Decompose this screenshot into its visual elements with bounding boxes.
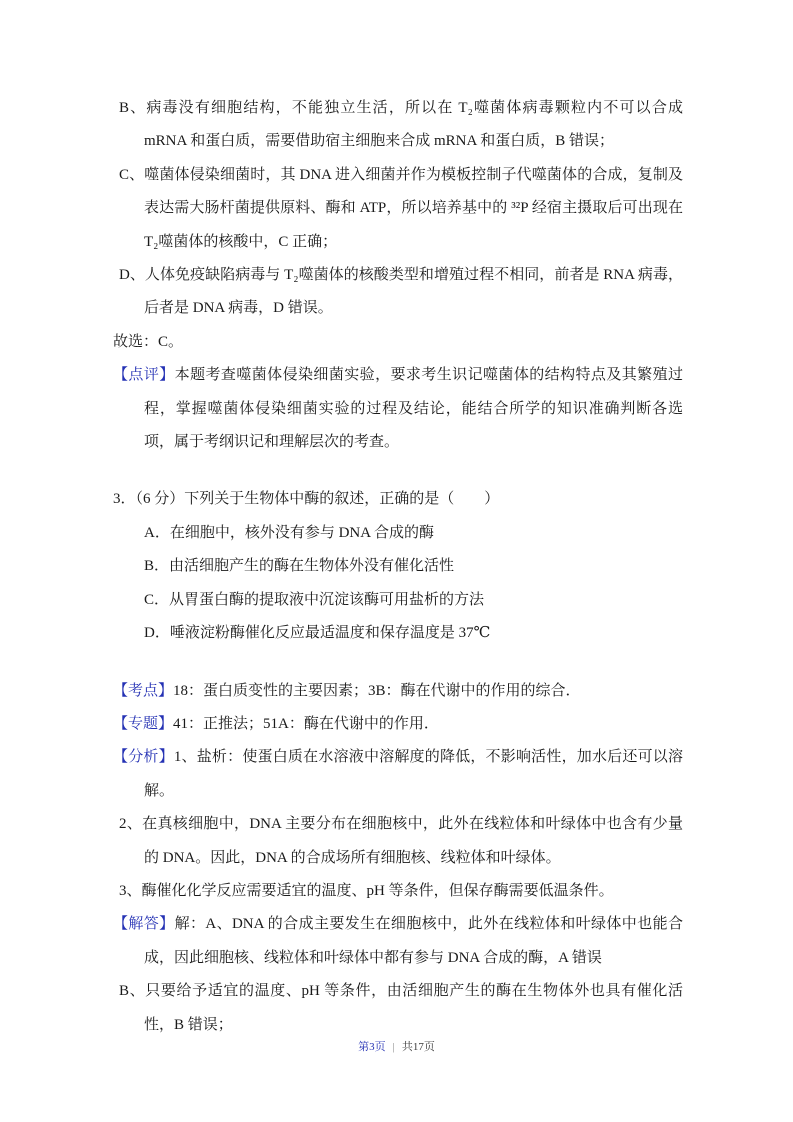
question-3-option-a: A．在细胞中，核外没有参与 DNA 合成的酶 [144,524,435,541]
solution-point-b: B、只要给予适宜的温度、pH 等条件，由活细胞产生的酶在生物体外也具有催化活性，B 错误； [119,983,683,1033]
analysis-point-2: 2、在真核细胞中，DNA 主要分布在细胞核中，此外在线粒体和叶绿体中也含有少量的 DNA。因此，DNA 的合成场所有细胞核、线粒体和叶绿体。 [119,816,683,866]
solution-text: 解：A、DNA 的合成主要发生在细胞核中，此外在线粒体和叶绿体中也能合成，因此细胞核、线粒体和叶绿体中都有参与 DNA 合成的酶，A 错误 [144,916,683,966]
page-total: 共17页 [401,1041,435,1053]
topic-text: 41：正推法；51A：酶在代谢中的作用． [173,715,439,732]
footer-separator: | [392,1041,395,1053]
question-3-option-d: D．唾液淀粉酶催化反应最适温度和保存温度是 37℃ [144,625,491,642]
comment-text: 本题考查噬菌体侵染细菌实验，要求考生识记噬菌体的结构特点及其繁殖过程，掌握噬菌体侵染细菌实验的过程及结论，能结合所学的知识准确判断各选项，属于考纲识记和理解层次的考查。 [144,367,683,451]
question-3: 3．（6 分）下列关于生物体中酶的叙述，正确的是（ ） [113,491,500,508]
analysis-point-3: 3、酶催化化学反应需要适宜的温度、pH 等条件，但保存酶需要低温条件。 [119,882,614,899]
analysis-text: 1、盐析：使蛋白质在水溶液中溶解度的降低，不影响活性，加水后还可以溶解。 [144,749,683,799]
topic-paragraph [113,708,683,741]
answer-point-b: B、病毒没有细胞结构，不能独立生活，所以在 T₂噬菌体病毒颗粒内不可以合成 mRNA 和蛋白质，需要借助宿主细胞来合成 mRNA 和蛋白质，B 错误； [119,100,683,150]
analysis-paragraph [113,741,683,808]
exam-points-tag: 【考点】 [113,682,174,699]
page-number: 第3页 [358,1041,386,1053]
comment-tag: 【点评】 [113,367,175,384]
exam-points-text: 18：蛋白质变性的主要因素；3B：酶在代谢中的作用的综合． [173,682,581,699]
question-3-option-b: B．由活细胞产生的酶在生物体外没有催化活性 [144,558,455,575]
solution-tag: 【解答】 [113,916,175,933]
answer-point-d: D、人体免疫缺陷病毒与 T₂噬菌体的核酸类型和增殖过程不相同，前者是 RNA 病毒，后者是 DNA 病毒，D 错误。 [119,267,683,317]
topic-tag: 【专题】 [113,715,174,732]
conclusion-line: 故选：C。 [113,333,184,350]
solution-paragraph [113,908,683,975]
comment-paragraph [113,359,683,459]
question-3-option-c: C．从胃蛋白酶的提取液中沉淀该酶可用盐析的方法 [144,591,485,608]
page-footer [0,1038,793,1054]
exam-points-paragraph [113,675,683,708]
analysis-tag: 【分析】 [113,749,174,766]
answer-point-c: C、噬菌体侵染细菌时，其 DNA 进入细菌并作为模板控制子代噬菌体的合成，复制及表达需大肠杆菌提供原料、酶和 ATP，所以培养基中的 ³²P 经宿主摄取后可出现在 T₂噬菌体的核酸中，C 正确； [119,166,683,250]
